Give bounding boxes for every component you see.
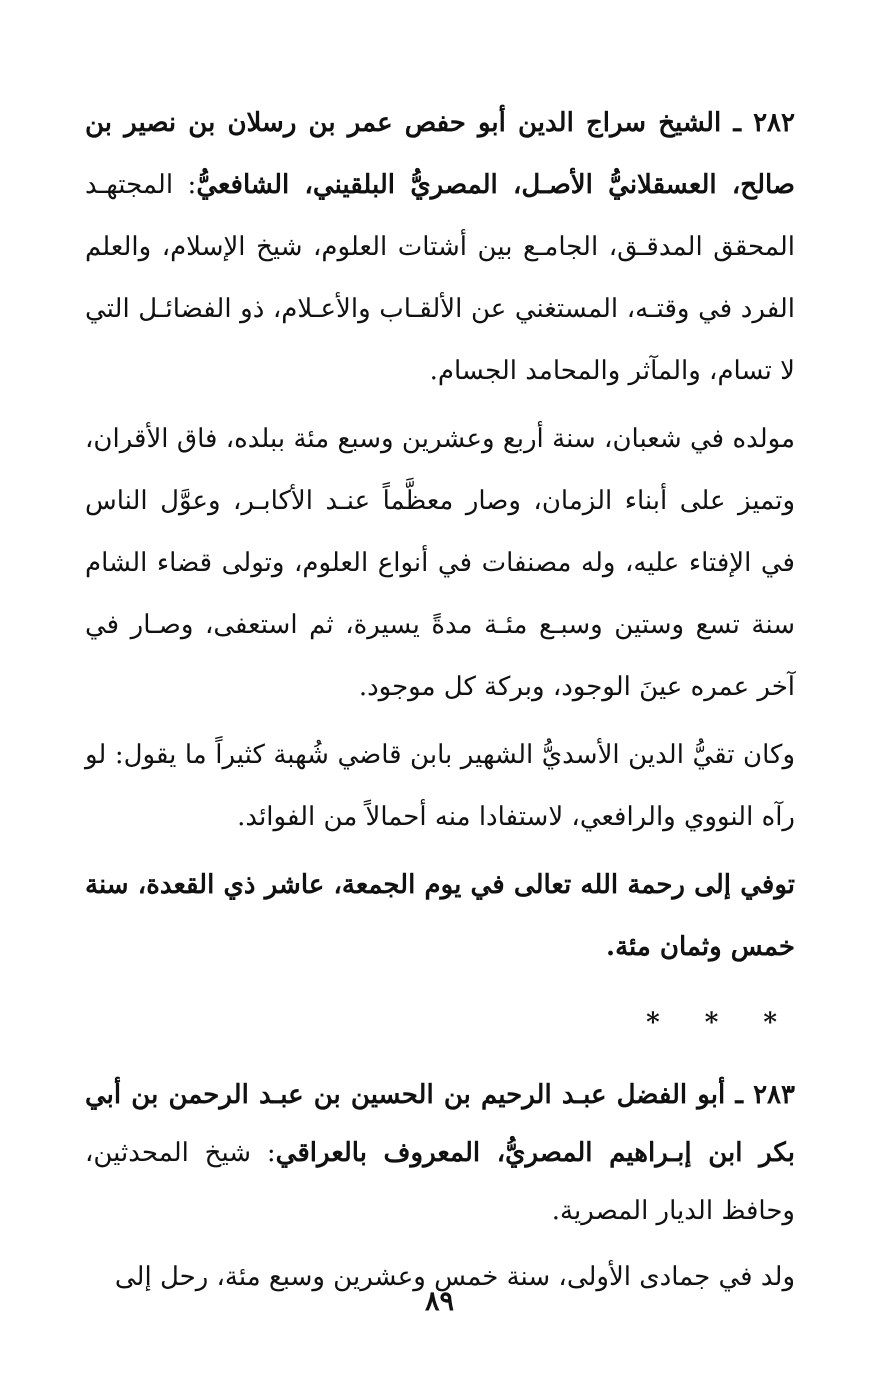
section-divider: * * * — [646, 1008, 795, 1038]
entry-283-intro: : شيخ المحدثين، وحافظ الديار المصرية. — [85, 1138, 795, 1226]
entry-282-intro: : المجتهـد المحقق المدقـق، الجامـع بين أشتات العلوم، شيخ الإسلام، والعلم الفرد في وقتـه، المستغني عن الألقـاب والأعـلام، ذو الفضائـل التي لا تسام، والمآثر والمحامد الجسام. — [85, 170, 795, 386]
entry-283-birth-paragraph: ولد في جمادى الأولى، سنة خمس وعشرين وسبع مئة، رحل إلى — [114, 1262, 795, 1292]
page-number: ٨٩ — [424, 1286, 454, 1317]
entry-282-quote-paragraph: وكان تقيُّ الدين الأسديُّ الشهير بابن قاضي شُهبة كثيراً ما يقول: لو رآه النووي والرافعي، لاستفادا منه أحمالاً من الفوائد. — [85, 740, 795, 832]
entry-282-death-paragraph: توفي إلى رحمة الله تعالى في يوم الجمعة، عاشر ذي القعدة، سنة خمس وثمان مئة. — [85, 870, 795, 962]
entry-282-heading: ٢٨٢ ـ الشيخ سراج الدين أبو حفص عمر بن رسلان بن نصير بن صالح، العسقلانيُّ الأصـل، المصريُّ البلقيني، الشافعيُّ — [85, 108, 795, 200]
page-body — [85, 92, 795, 1308]
entry-282-birth-paragraph: مولده في شعبان، سنة أربع وعشرين وسبع مئة ببلده، فاق الأقران، وتميز على أبناء الزمان، وصار معظَّماً عنـد الأكابـر، وعوَّل الناس في الإفتاء عليه، وله مصنفات في أنواع العلوم، وتولى قضاء الشام سنة تسع وستين وسبـع مئـة مدةً يسيرة، ثم استعفى، وصـار في آخر عمره عينَ الوجود، وبركة كل موجود. — [85, 424, 795, 702]
entry-283-heading: ٢٨٣ ـ أبو الفضل عبـد الرحيم بن الحسين بن عبـد الرحمن بن أبي بكر ابن إبـراهيم المصريُّ، المعروف بالعراقي — [85, 1080, 796, 1168]
entry-283-bio — [85, 1066, 795, 1240]
entry-282-bio — [85, 92, 795, 402]
